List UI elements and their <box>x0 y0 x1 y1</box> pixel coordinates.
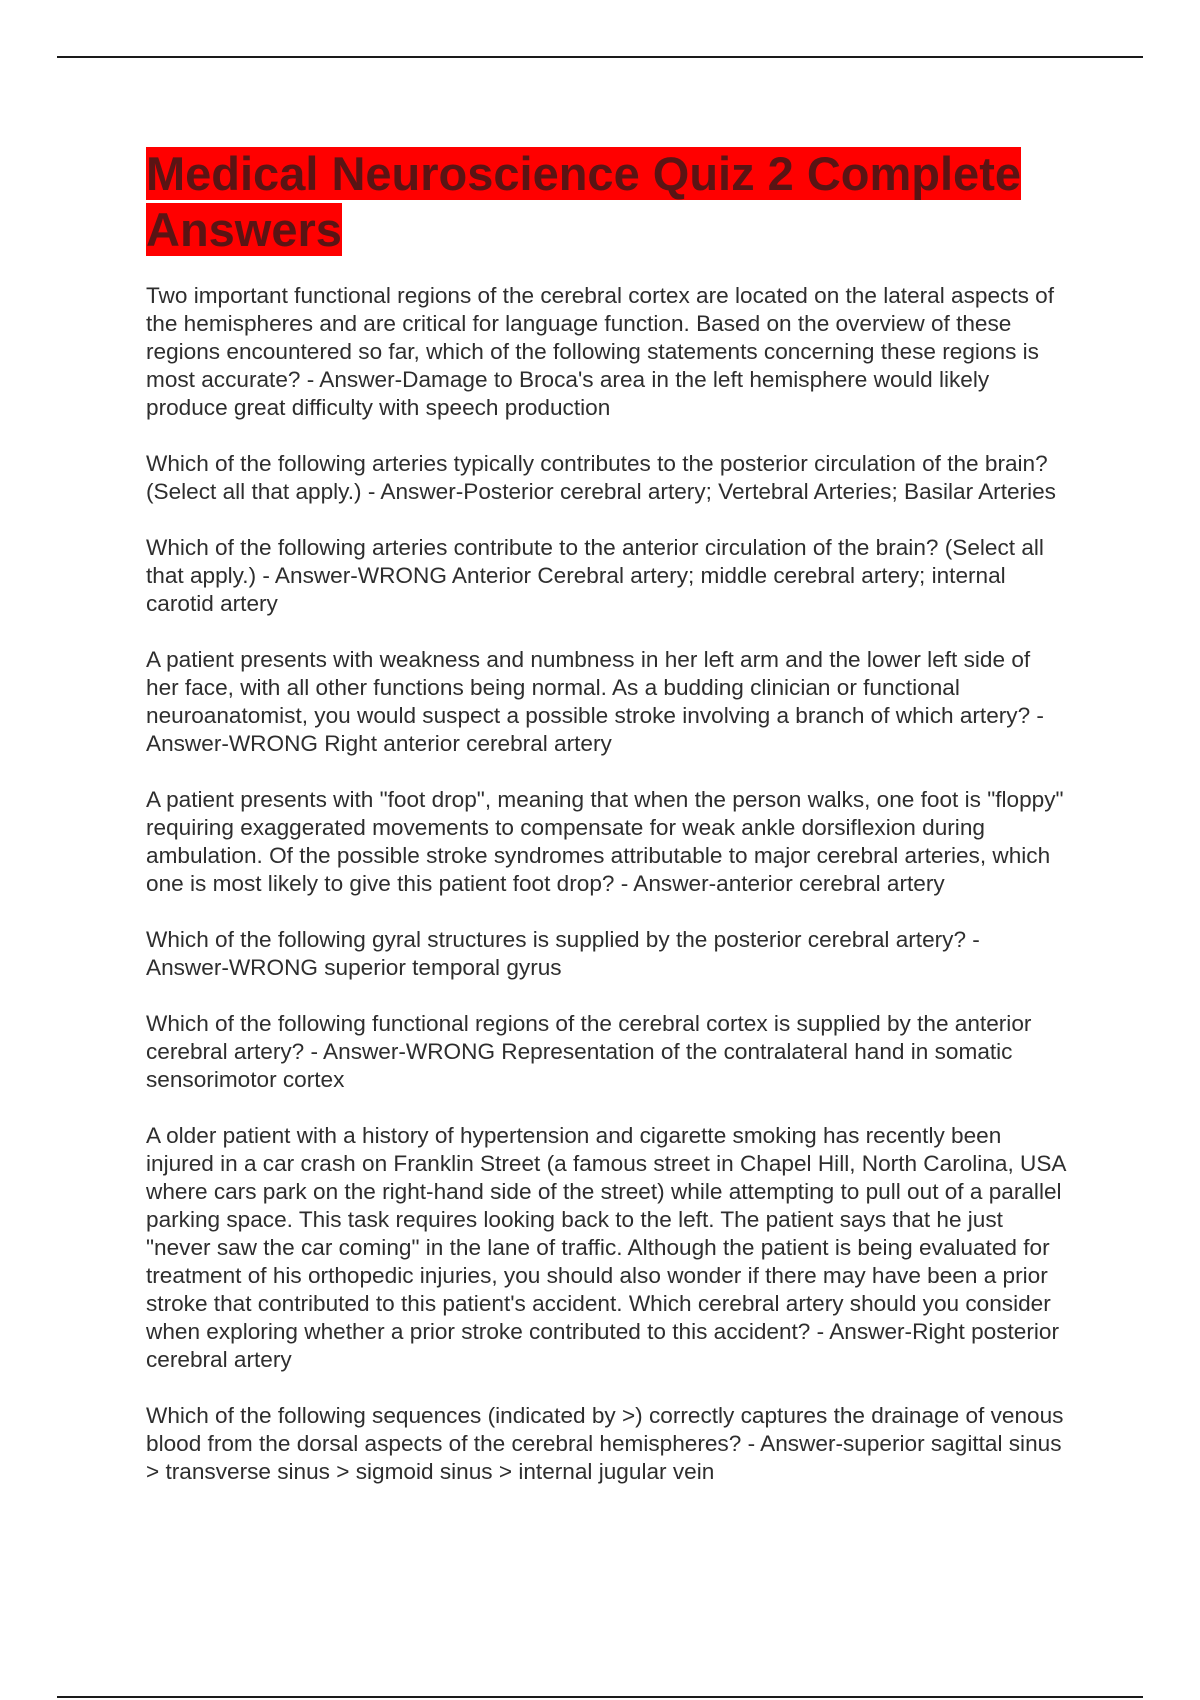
top-rule <box>57 56 1143 58</box>
qa-item-9: Which of the following sequences (indicated by >) correctly captures the drainage of venous blood from the dorsal aspects of the cerebral hemispheres? - Answer-superior sagittal sinus > transverse sinus > sigmoid sinus > internal jugular vein <box>146 1403 1064 1484</box>
document-title <box>146 146 1056 258</box>
qa-item-4: A patient presents with weakness and numbness in her left arm and the lower left side of her face, with all other functions being normal. As a budding clinician or functional neuroanatomist, you would suspect a possible stroke involving a branch of which artery? - Answer-WRONG Right anterior cerebral artery <box>146 647 1044 756</box>
qa-item-3: Which of the following arteries contribute to the anterior circulation of the brain? (Select all that apply.) - Answer-WRONG Anterior Cerebral artery; middle cerebral artery; internal carotid artery <box>146 535 1044 616</box>
qa-item-2: Which of the following arteries typically contributes to the posterior circulation of the brain? (Select all that apply.) - Answer-Posterior cerebral artery; Vertebral Arteries; Basilar Arteries <box>146 451 1056 504</box>
qa-item-7: Which of the following functional regions of the cerebral cortex is supplied by the anterior cerebral artery? - Answer-WRONG Representation of the contralateral hand in somatic sensorimotor cortex <box>146 1011 1032 1092</box>
qa-item-1: Two important functional regions of the cerebral cortex are located on the lateral aspects of the hemispheres and are critical for language function. Based on the overview of these regions encountered so far, which of the following statements concerning these regions is most accurate? - Answer-Damage to Broca's area in the left hemisphere would likely produce great difficulty with speech production <box>146 283 1055 420</box>
title-highlight: Medical Neuroscience Quiz 2 Complete Answers <box>146 147 1021 256</box>
bottom-rule <box>57 1696 1143 1698</box>
qa-item-5: A patient presents with "foot drop", meaning that when the person walks, one foot is "floppy" requiring exaggerated movements to compensate for weak ankle dorsiflexion during ambulation. Of the possible stroke syndromes attributable to major cerebral arteries, which one is most likely to give this patient foot drop? - Answer-anterior cerebral artery <box>146 787 1064 896</box>
qa-item-8: A older patient with a history of hypertension and cigarette smoking has recently been injured in a car crash on Franklin Street (a famous street in Chapel Hill, North Carolina, USA where cars park on the right-hand side of the street) while attempting to pull out of a parallel parking space. This task requires looking back to the left. The patient says that he just "never saw the car coming" in the lane of traffic. Although the patient is being evaluated for treatment of his orthopedic injuries, you should also wonder if there may have been a prior stroke that contributed to this patient's accident. Which cerebral artery should you consider when exploring whether a prior stroke contributed to this accident? - Answer-Right posterior cerebral artery <box>146 1123 1066 1372</box>
qa-item-6: Which of the following gyral structures is supplied by the posterior cerebral artery? - Answer-WRONG superior temporal gyrus <box>146 927 980 980</box>
document-body <box>146 146 1066 1514</box>
